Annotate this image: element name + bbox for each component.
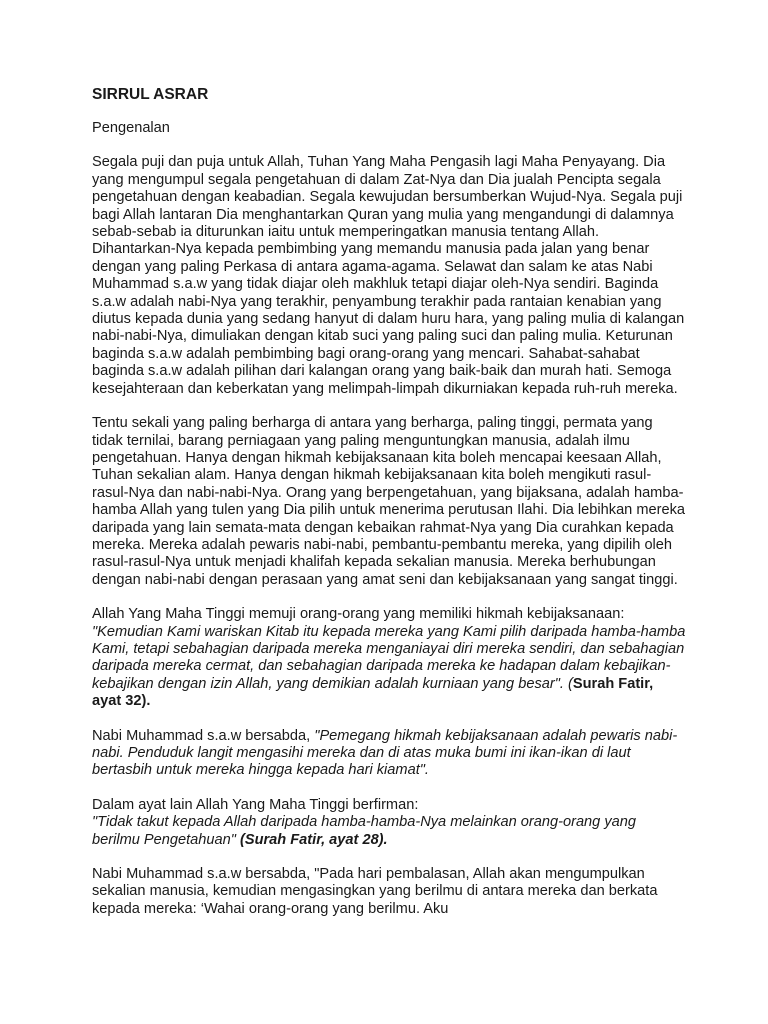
quote-intro: Dalam ayat lain Allah Yang Maha Tinggi berfirman: — [92, 796, 419, 813]
document-page — [92, 86, 686, 935]
paragraph-hadith-2: Nabi Muhammad s.a.w bersabda, "Pada hari pembalasan, Allah akan mengumpulkan sekalian manusia, kemudian mengasingkan yang berilmu di antara mereka dan berkata kepada mereka: ‘Wahai orang-orang yang berilmu. Aku — [92, 866, 658, 917]
quran-quote: "Tidak takut kepada Allah daripada hamba-hamba-Nya melainkan orang-orang yang berilmu Pengetahuan" — [92, 814, 636, 848]
paragraph-quran-quote-2 — [92, 797, 686, 849]
quote-intro: Allah Yang Maha Tinggi memuji orang-orang yang memiliki hikmah kebijaksanaan: — [92, 606, 625, 623]
document-title: SIRRUL ASRAR — [92, 86, 209, 103]
quran-quote: "Kemudian Kami wariskan Kitab itu kepada mereka yang Kami pilih daripada hamba-hamba Kami, tetapi sebahagian daripada mereka menganiayai diri mereka sendiri, dan sebahagian daripada mereka cermat, dan sebahagian daripada mereka ke hadapan dalam kebajikan-kebajikan dengan izin Allah, yang demikian adalah kurniaan yang besar". ( — [92, 623, 686, 692]
quran-reference: (Surah Fatir, ayat 28). — [239, 831, 388, 848]
hadith-quote: "Pemegang hikmah kebijaksanaan adalah pewaris nabi-nabi. Penduduk langit mengasihi mereka dan di atas muka bumi ini ikan-ikan di laut bertasbih untuk mereka hingga kepada hari kiamat". — [92, 727, 678, 779]
quran-reference: Surah Fatir, ayat 32). — [92, 675, 654, 710]
document-subtitle: Pengenalan — [92, 120, 170, 136]
paragraph-introduction: Segala puji dan puja untuk Allah, Tuhan Yang Maha Pengasih lagi Maha Penyayang. Dia yang mengumpul segala pengetahuan di dalam Zat-Nya dan Dia jualah Pencipta segala pengetahuan dengan keabadian. Segala kewujudan bersumberkan Wujud-Nya. Segala puji bagi Allah lantaran Dia menghantarkan Quran yang mulia yang mengandungi di dalamnya sebab-sebab ia diturunkan iaitu untuk memperingatkan manusia tentang Allah. Dihantarkan-Nya kepada pembimbing yang memandu manusia pada jalan yang benar dengan yang paling Perkasa di antara agama-agama. Selawat dan salam ke atas Nabi Muhammad s.a.w yang tidak diajar oleh makhluk tetapi diajar oleh-Nya sendiri. Baginda s.a.w adalah nabi-Nya yang terakhir, penyambung terakhir pada rantaian kenabian yang diutus kepada dunia yang sedang hanyut di dalam huru hara, yang paling mulia di kalangan nabi-nabi-Nya, dimuliakan dengan kitab suci yang paling suci dan paling mulia. Keturunan baginda s.a.w adalah pembimbing bagi orang-orang yang mencari. Sahabat-sahabat baginda s.a.w adalah pilihan dari kalangan orang yang baik-baik dan murah hati. Semoga kesejahteraan dan keberkatan yang melimpah-limpah dikurniakan kepada ruh-ruh mereka. — [92, 154, 685, 397]
hadith-intro: Nabi Muhammad s.a.w bersabda, — [92, 727, 315, 744]
paragraph-hadith-1 — [92, 728, 686, 780]
paragraph-quran-quote-1 — [92, 606, 686, 710]
paragraph-knowledge: Tentu sekali yang paling berharga di antara yang berharga, paling tinggi, permata yang tidak ternilai, barang perniagaan yang paling menguntungkan manusia, adalah ilmu pengetahuan. Hanya dengan hikmah kebijaksanaan kita boleh mencapai keesaan Allah, Tuhan sekalian alam. Hanya dengan hikmah kebijaksanaan kita boleh mengikuti rasul-rasul-Nya dan nabi-nabi-Nya. Orang yang berpengetahuan, yang bijaksana, adalah hamba-hamba Allah yang tulen yang Dia pilih untuk menerima perutusan Ilahi. Dia lebihkan mereka daripada yang lain semata-mata dengan kebaikan rahmat-Nya yang Dia curahkan kepada mereka. Mereka adalah pewaris nabi-nabi, pembantu-pembantu mereka, yang dipilih oleh rasul-rasul-Nya untuk menjadi khalifah kepada sekalian manusia. Mereka berhubungan dengan nabi-nabi dengan perasaan yang amat seni dan kebijaksanaan yang sangat tinggi. — [92, 415, 686, 588]
